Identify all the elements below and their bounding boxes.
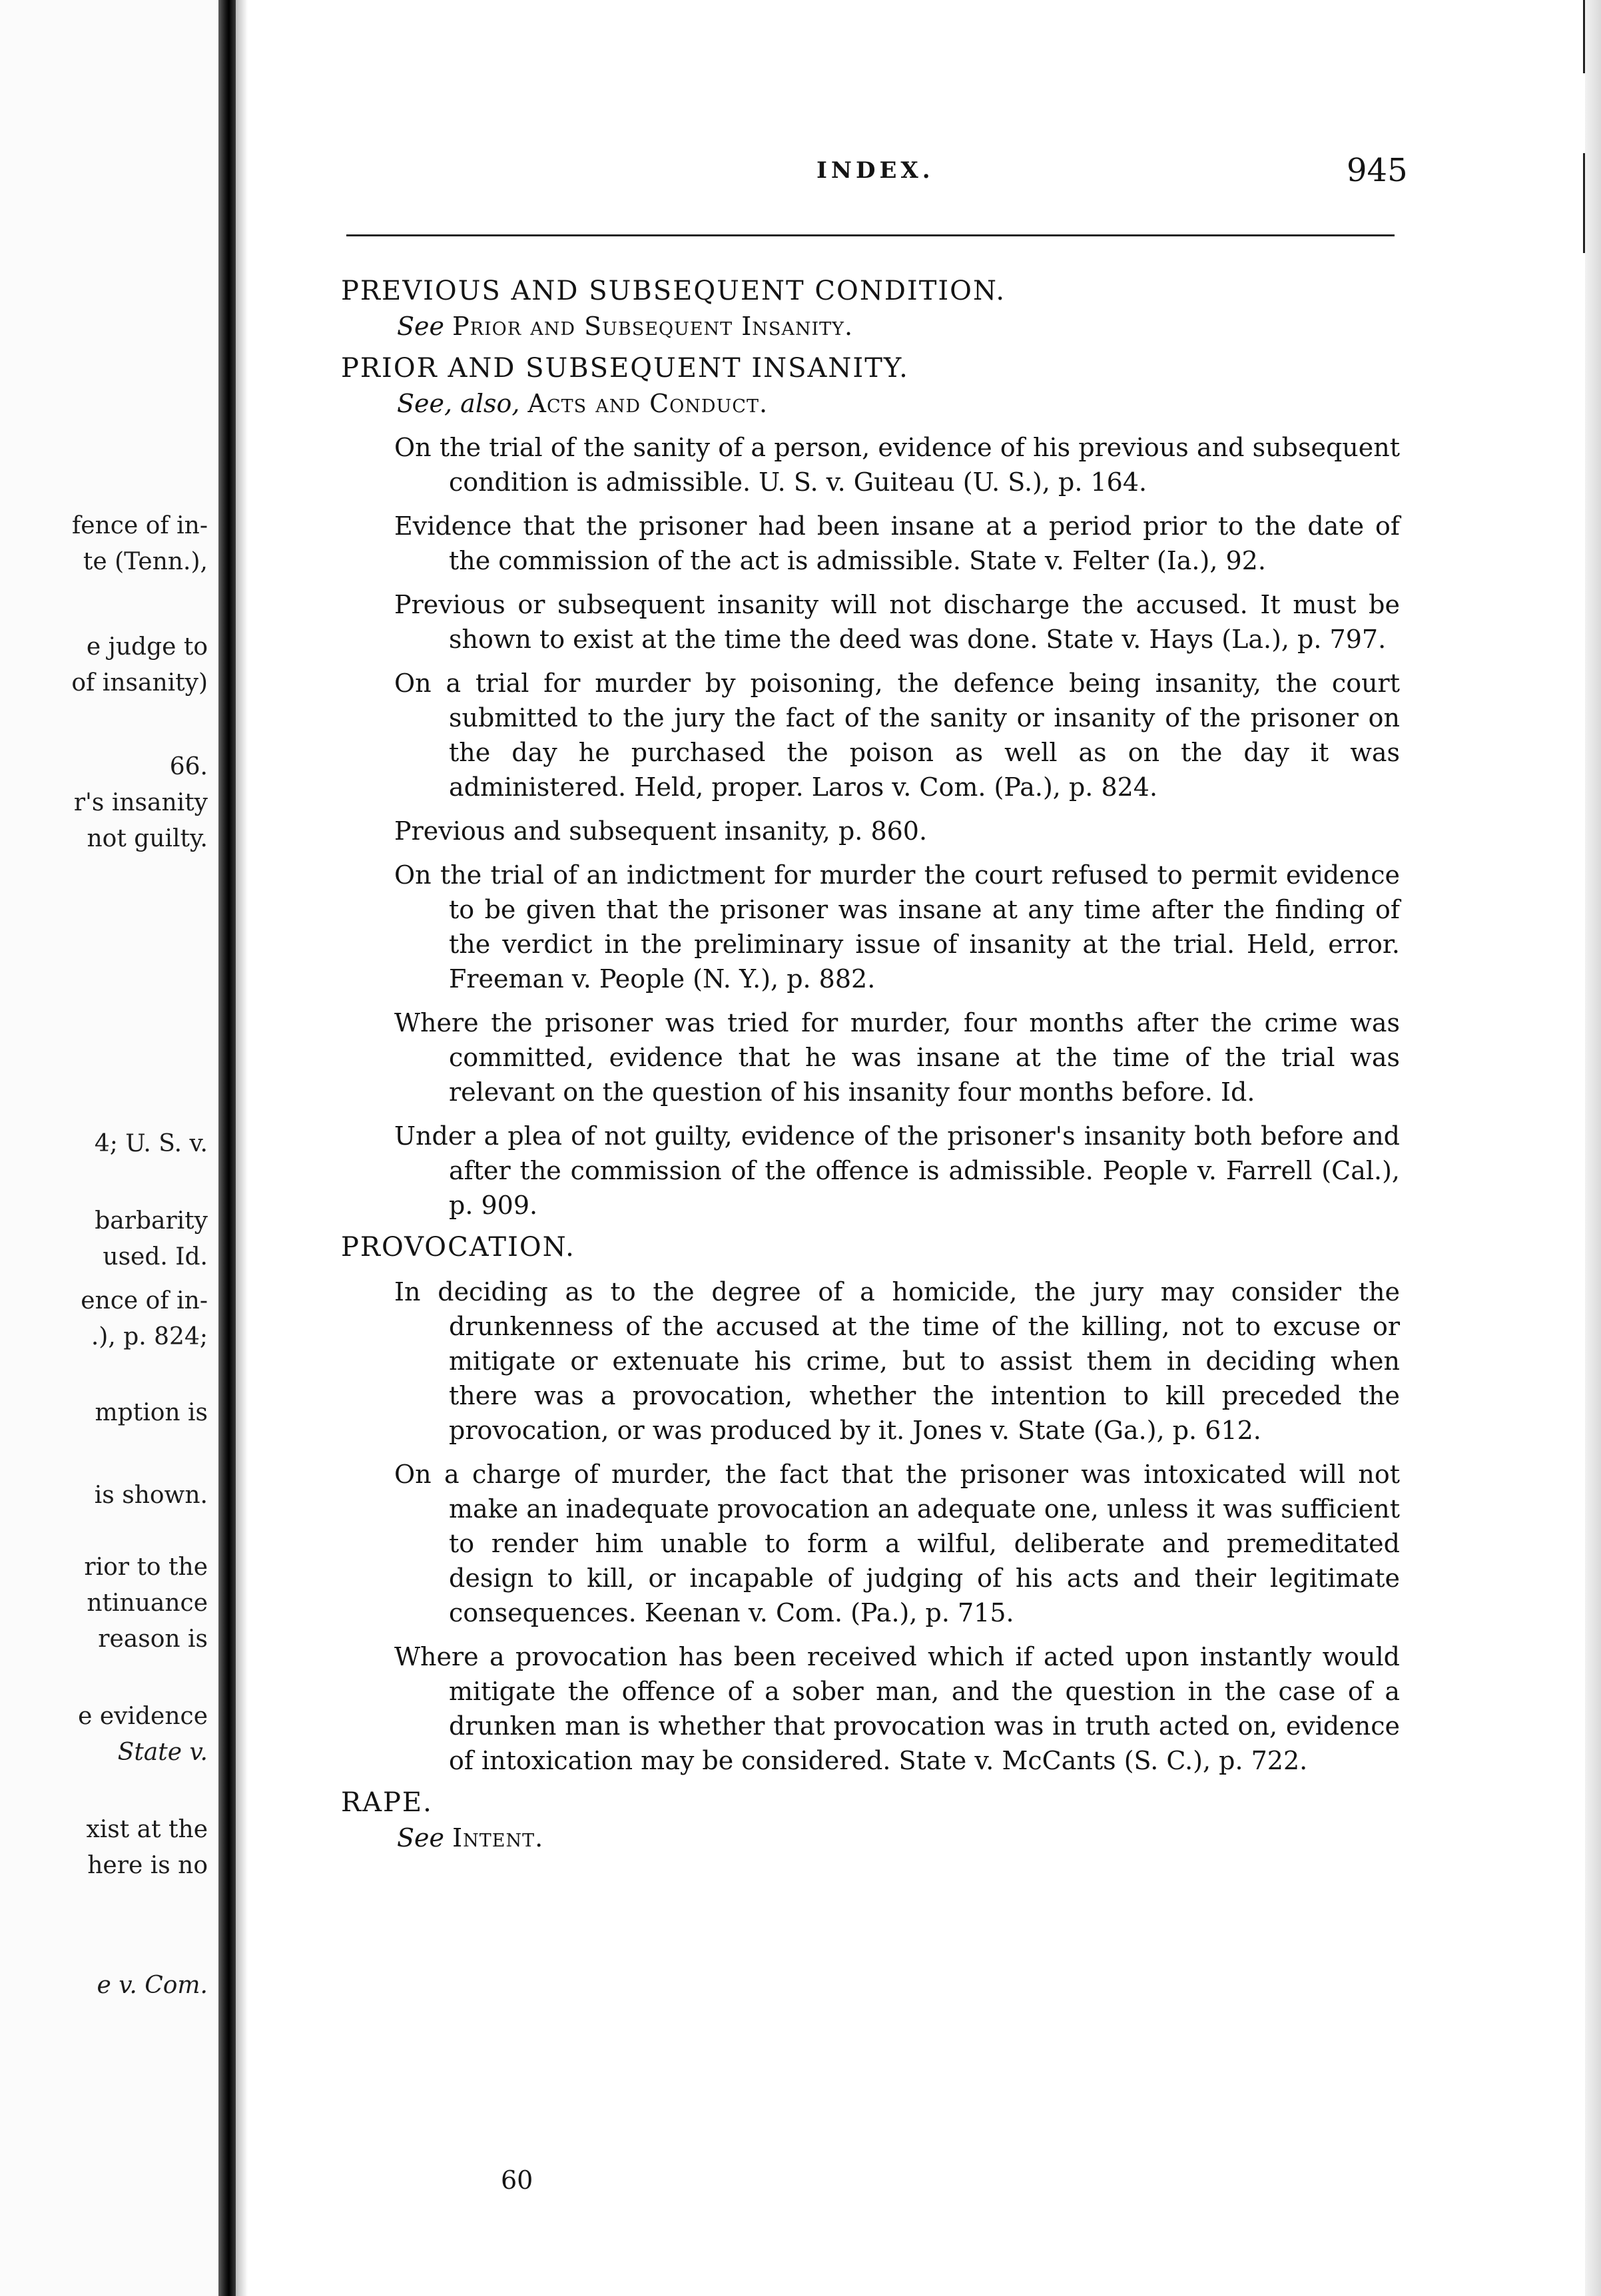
section-heading: PROVOCATION. [341, 1232, 575, 1263]
left-page-line: e judge to [86, 633, 208, 661]
cross-reference [341, 386, 1400, 421]
left-page-line: used. Id. [103, 1243, 208, 1271]
edge-mark [1583, 153, 1585, 253]
see-word: See [397, 1823, 445, 1853]
left-page-line: reason is [98, 1625, 208, 1653]
left-page-line: xist at the [86, 1816, 208, 1843]
signature-mark: 60 [501, 2165, 533, 2195]
index-entry: On the trial of the sanity of a person, evidence of his previous and subsequent condition is admissible. U. S. v. Guiteau (U. S.), p. 164. [394, 433, 1400, 497]
left-page-line: e evidence [78, 1703, 208, 1730]
left-page-line: r's insanity [73, 789, 208, 816]
left-page-line: of insanity) [71, 669, 208, 697]
running-title: INDEX. [816, 157, 934, 184]
see-target: Intent. [452, 1823, 544, 1853]
index-entry: Previous or subsequent insanity will not discharge the accused. It must be shown to exist at the time the deed was done. State v. Hays (La.), p. 797. [394, 590, 1400, 654]
left-page-line: State v. [117, 1739, 208, 1766]
index-entry: On the trial of an indictment for murder the court refused to permit evidence to be given that the prisoner was insane at any time after the finding of the verdict in the preliminary issue of insanity at the trial. Held, error. Freeman v. People (N. Y.), p. 882. [394, 860, 1400, 994]
page-number: 945 [1347, 152, 1408, 189]
index-section [341, 350, 1400, 1223]
left-page-line: ntinuance [87, 1589, 208, 1617]
left-page-line: ence of in- [81, 1287, 208, 1314]
index-entry: On a trial for murder by poisoning, the defence being insanity, the court submitted to the jury the fact of the sanity or insanity of the prisoner on the day he purchased the poison as well as on the day it was administered. Held, proper. Laros v. Com. (Pa.), p. 824. [394, 669, 1400, 802]
page-edge [1585, 0, 1601, 2296]
index-entry: On a charge of murder, the fact that the prisoner was intoxicated will not make an inadequate provocation an adequate one, unless it was sufficient to render him unable to form a wilful, deliberate and premeditated design to kill, or incapable of judging of his acts and their legitimate consequences. Keenan v. Com. (Pa.), p. 715. [394, 1460, 1400, 1627]
index-entry: Where the prisoner was tried for murder, four months after the crime was committed, evidence that he was insane at the time of the trial was relevant on the question of his insanity four months before. Id. [394, 1008, 1400, 1107]
left-page-line: is shown. [94, 1482, 208, 1509]
left-page-line: te (Tenn.), [83, 548, 208, 575]
index-section [341, 273, 1400, 344]
left-page-line: fence of in- [71, 512, 208, 539]
section-heading: RAPE. [341, 1787, 433, 1818]
see-target: Prior and Subsequent Insanity. [452, 312, 854, 341]
left-page-line: e v. Com. [97, 1972, 208, 1999]
gutter-shadow [236, 0, 248, 2296]
see-target: Acts and Conduct. [527, 389, 769, 418]
index-entry: Previous and subsequent insanity, p. 860. [394, 816, 928, 846]
edge-mark [1583, 0, 1585, 73]
cross-reference [341, 1821, 1400, 1855]
left-page-line: not guilty. [87, 825, 208, 852]
index-entry: Evidence that the prisoner had been insane at a period prior to the date of the commission of the act is admissible. State v. Felter (Ia.), 92. [394, 511, 1400, 575]
index-section [341, 1229, 1400, 1778]
section-heading: PRIOR AND SUBSEQUENT INSANITY. [341, 353, 909, 384]
index-entry: Where a provocation has been received which if acted upon instantly would mitigate the offence of a sober man, and the question in the case of a drunken man is whether that provocation was in truth acted on, evidence of intoxication may be considered. State v. McCants (S. C.), p. 722. [394, 1642, 1400, 1775]
left-page-line: .), p. 824; [91, 1323, 208, 1350]
index-entry: Under a plea of not guilty, evidence of the prisoner's insanity both before and after the commission of the offence is admissible. People v. Farrell (Cal.), p. 909. [394, 1121, 1400, 1220]
see-word: See, also, [397, 389, 520, 418]
index-body [341, 266, 1400, 1855]
left-page-line: mption is [95, 1399, 208, 1426]
see-word: See [397, 312, 445, 341]
book-spine [218, 0, 236, 2296]
section-heading: PREVIOUS AND SUBSEQUENT CONDITION. [341, 276, 1006, 306]
left-page-line: 4; U. S. v. [94, 1130, 208, 1157]
left-page-line: barbarity [95, 1207, 208, 1235]
index-section [341, 1785, 1400, 1855]
header-rule [346, 234, 1395, 236]
cross-reference [341, 309, 1400, 344]
left-page-line: 66. [169, 753, 208, 780]
facing-page-fragment [0, 0, 220, 2296]
left-page-line: rior to the [84, 1554, 208, 1581]
index-entry: In deciding as to the degree of a homicide, the jury may consider the drunkenness of the accused at the time of the killing, not to excuse or mitigate or extenuate his crime, but to assist them in deciding when there was a provocation, whether the intention to kill preceded the provocation, or was produced by it. Jones v. State (Ga.), p. 612. [394, 1277, 1400, 1445]
left-page-line: here is no [87, 1852, 208, 1879]
